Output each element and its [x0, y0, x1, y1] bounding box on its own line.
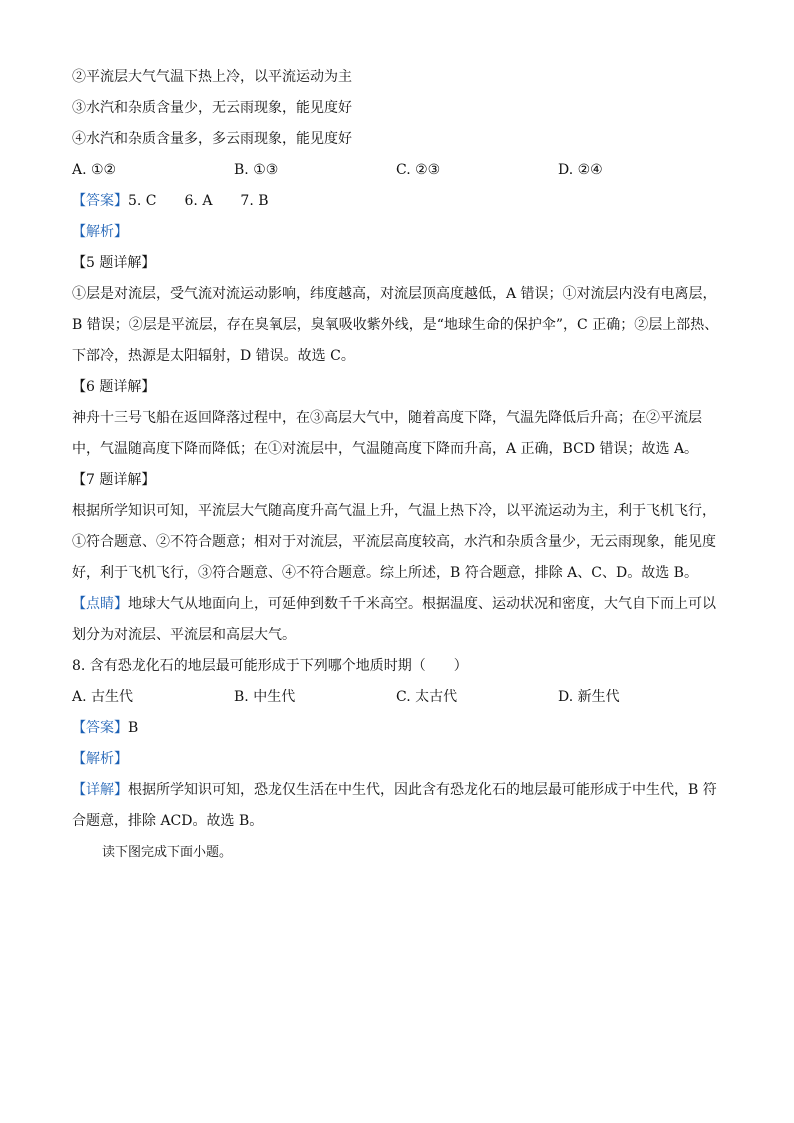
option-statement-3: ③水汽和杂质含量少，无云雨现象，能见度好	[72, 100, 352, 116]
detail-7-line-3: 好，利于飞机飞行，③符合题意、④不符合题意。综上所述，B 符合题意，排除 A、C、D。故选 B。	[72, 565, 698, 581]
answer-8-line	[72, 713, 732, 744]
option-statement-4: ④水汽和杂质含量多，多云雨现象，能见度好	[72, 131, 352, 147]
detail-7-line-1: 根据所学知识可知，平流层大气随高度升高气温上升，气温上热下冷，以平流运动为主，利于飞机飞行，	[72, 503, 716, 519]
choice-b: B. ①③	[234, 162, 279, 178]
answer-label: 【答案】	[72, 193, 128, 209]
detail-6-line-1: 神舟十三号飞船在返回降落过程中，在③高层大气中，随着高度下降，气温先降低后升高；在②平流层	[72, 410, 702, 426]
tip-line-2: 划分为对流层、平流层和高层大气。	[72, 627, 296, 643]
q8-choice-a: A. 古生代	[72, 689, 134, 705]
answer-8-label: 【答案】	[72, 720, 128, 736]
detail-8-line-2: 合题意，排除 ACD。故选 B。	[72, 813, 264, 829]
answer-text: 5. C 6. A 7. B	[128, 193, 269, 209]
question-8-stem: 8. 含有恐龙化石的地层最可能形成于下列哪个地质时期（ ）	[72, 658, 468, 674]
tip-text-1: 地球大气从地面向上，可延伸到数千千米高空。根据温度、运动状况和密度，大气自下而上可以	[128, 596, 716, 612]
detail-8-line-1	[72, 775, 732, 806]
detail-5-line-3: 下部冷，热源是太阳辐射，D 错误。故选 C。	[72, 348, 355, 364]
detail-6-heading: 【6 题详解】	[72, 379, 156, 395]
q8-choice-c: C. 太古代	[396, 689, 458, 705]
answer-8-text: B	[128, 720, 139, 736]
tip-label: 【点睛】	[72, 596, 128, 612]
tip-line-1	[72, 589, 732, 620]
detail-5-heading: 【5 题详解】	[72, 255, 156, 271]
detail-8-label: 【详解】	[72, 782, 128, 798]
choice-d: D. ②④	[558, 162, 603, 178]
option-statement-2: ②平流层大气气温下热上冷，以平流运动为主	[72, 69, 352, 85]
analysis-label: 【解析】	[72, 224, 128, 240]
analysis-8-label: 【解析】	[72, 751, 128, 767]
detail-7-heading: 【7 题详解】	[72, 472, 156, 488]
detail-5-line-1: ①层是对流层，受气流对流运动影响，纬度越高，对流层顶高度越低，A 错误；①对流层内没有电离层，	[72, 286, 717, 302]
choice-c: C. ②③	[396, 162, 441, 178]
detail-6-line-2: 中，气温随高度下降而降低；在①对流层中，气温随高度下降而升高，A 正确，BCD 错误；故选 A。	[72, 441, 699, 457]
q8-choice-d: D. 新生代	[558, 689, 620, 705]
answer-choices-q7	[72, 155, 732, 186]
detail-5-line-2: B 错误；②层是平流层，存在臭氧层，臭氧吸收紫外线，是“地球生命的保护伞”，C 正确；②层上部热、	[72, 317, 719, 333]
document-page	[72, 62, 732, 868]
next-question-instruction: 读下图完成下面小题。	[102, 845, 233, 860]
choice-a: A. ①②	[72, 162, 117, 178]
answer-line	[72, 186, 732, 217]
answer-choices-q8	[72, 682, 732, 713]
q8-choice-b: B. 中生代	[234, 689, 296, 705]
detail-7-line-2: ①符合题意、②不符合题意；相对于对流层，平流层高度较高，水汽和杂质含量少，无云雨现象，能见度	[72, 534, 716, 550]
detail-8-text-1: 根据所学知识可知，恐龙仅生活在中生代，因此含有恐龙化石的地层最可能形成于中生代，B 符	[128, 782, 717, 798]
